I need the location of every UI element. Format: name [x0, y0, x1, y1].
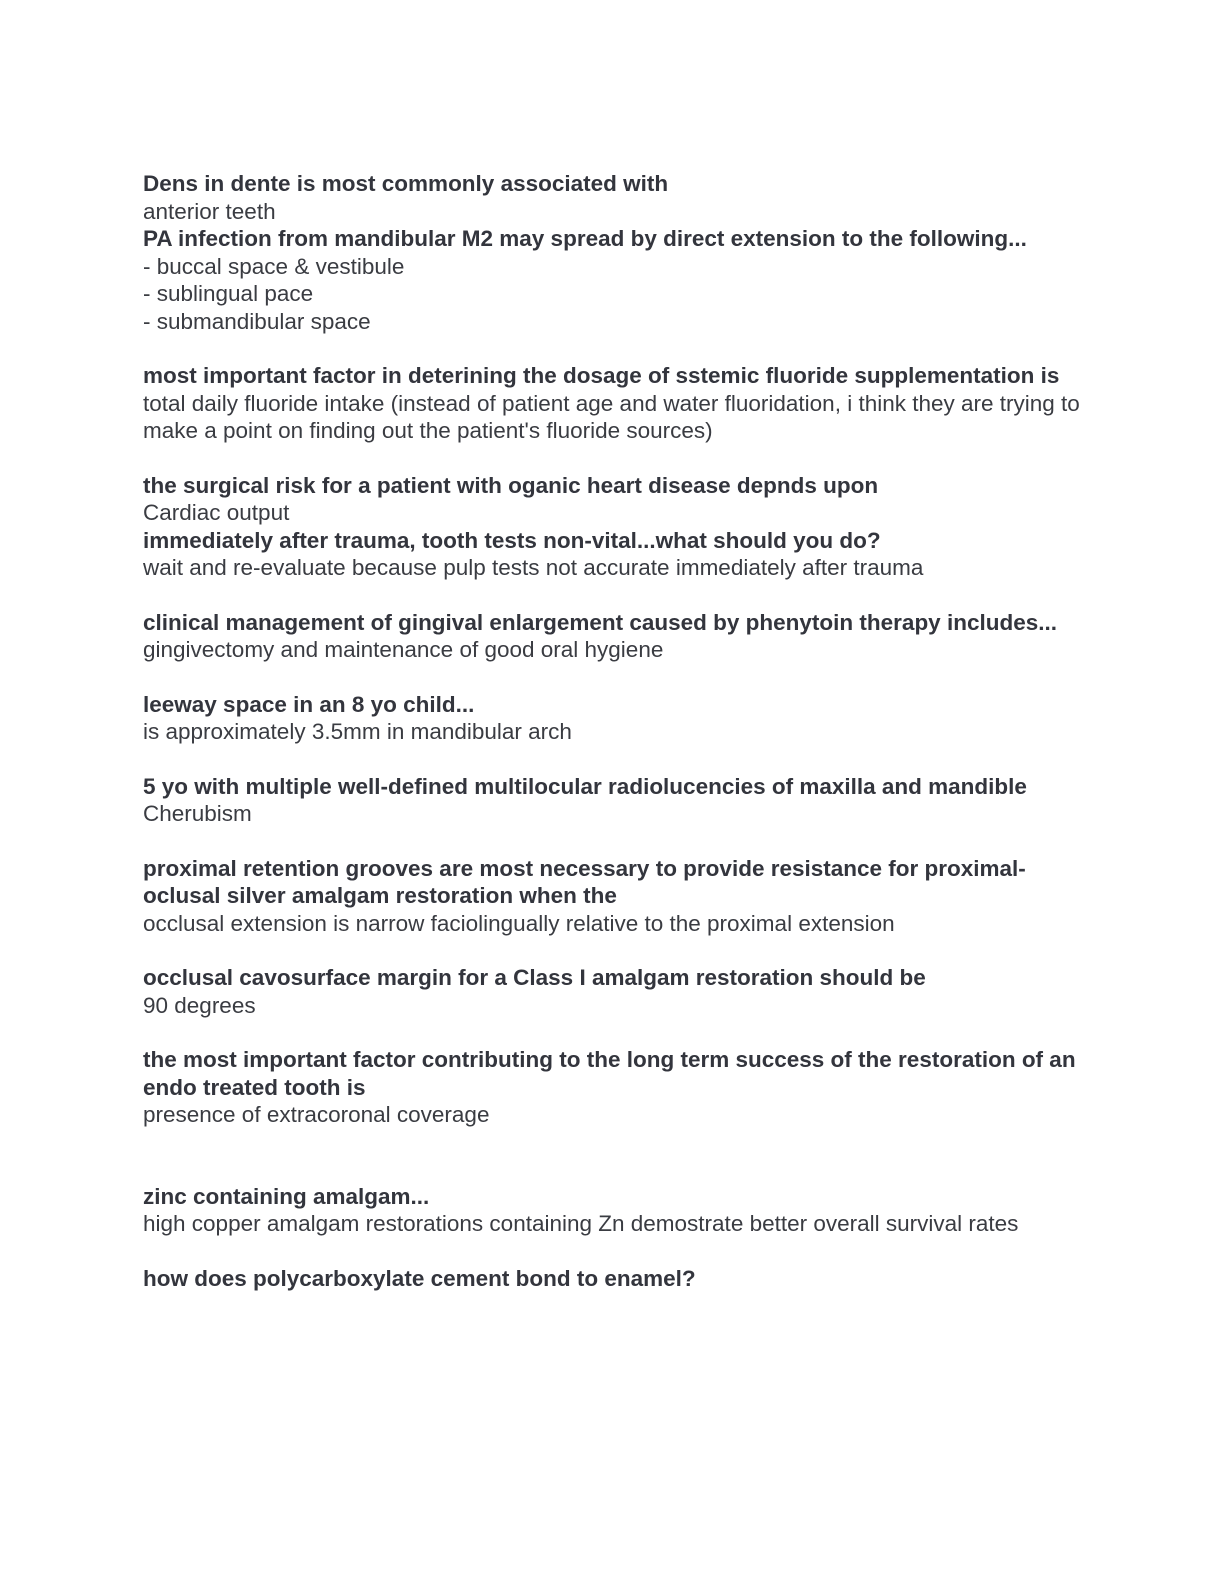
spacer — [143, 445, 1083, 472]
spacer — [143, 1238, 1083, 1265]
question-text: 5 yo with multiple well-defined multilocular radiolucencies of maxilla and mandible — [143, 773, 1027, 799]
flashcard — [143, 362, 1083, 445]
answer-text: - buccal space & vestibule — [143, 253, 405, 279]
answer-text: 90 degrees — [143, 992, 256, 1018]
document-page — [143, 170, 1083, 1292]
flashcard — [143, 170, 1083, 225]
flashcard — [143, 472, 1083, 527]
flashcard — [143, 527, 1083, 582]
answer-text: total daily fluoride intake (instead of patient age and water fluoridation, i think they are trying to make a point on finding out the patient's fluoride sources) — [143, 390, 1080, 443]
flashcard — [143, 1046, 1083, 1129]
question-text: Dens in dente is most commonly associated with — [143, 171, 669, 196]
question-text: the most important factor contributing to the long term success of the restoration of an endo treated tooth is — [143, 1047, 1076, 1100]
spacer — [143, 1019, 1083, 1046]
answer-text: - submandibular space — [143, 308, 371, 334]
spacer — [143, 746, 1083, 773]
answer-text: - sublingual pace — [143, 281, 314, 306]
question-text: the surgical risk for a patient with oganic heart disease depnds upon — [143, 472, 879, 498]
answer-text: occlusal extension is narrow faciolingually relative to the proximal extension — [143, 910, 895, 936]
spacer — [143, 664, 1083, 691]
answer-text: gingivectomy and maintenance of good oral hygiene — [143, 637, 664, 662]
flashcard — [143, 609, 1083, 664]
question-text: how does polycarboxylate cement bond to enamel? — [143, 1265, 696, 1291]
question-text: leeway space in an 8 yo child... — [143, 691, 475, 717]
question-text: zinc containing amalgam... — [143, 1183, 430, 1209]
spacer — [143, 1129, 1083, 1183]
flashcard — [143, 225, 1083, 335]
spacer — [143, 828, 1083, 855]
flashcard — [143, 1265, 1083, 1293]
question-text: most important factor in deterining the dosage of sstemic fluoride supplementation is — [143, 363, 1060, 388]
answer-text: wait and re-evaluate because pulp tests not accurate immediately after trauma — [143, 555, 924, 580]
flashcard — [143, 855, 1083, 938]
flashcard — [143, 964, 1083, 1019]
answer-text: anterior teeth — [143, 198, 276, 224]
flashcard — [143, 691, 1083, 746]
answer-text: Cherubism — [143, 801, 252, 826]
answer-text: high copper amalgam restorations containing Zn demostrate better overall survival rates — [143, 1211, 1019, 1236]
question-text: immediately after trauma, tooth tests non-vital...what should you do? — [143, 527, 881, 553]
answer-text: presence of extracoronal coverage — [143, 1102, 490, 1127]
question-text: clinical management of gingival enlargement caused by phenytoin therapy includes... — [143, 609, 1057, 635]
spacer — [143, 335, 1083, 362]
flashcard — [143, 1183, 1083, 1238]
spacer — [143, 937, 1083, 964]
question-text: proximal retention grooves are most necessary to provide resistance for proximal-oclusal silver amalgam restoration when the — [143, 855, 1026, 908]
question-text: occlusal cavosurface margin for a Class I amalgam restoration should be — [143, 965, 926, 990]
question-text: PA infection from mandibular M2 may spread by direct extension to the following... — [143, 226, 1027, 251]
answer-text: is approximately 3.5mm in mandibular arch — [143, 719, 572, 744]
flashcard — [143, 773, 1083, 828]
answer-text: Cardiac output — [143, 500, 290, 525]
spacer — [143, 582, 1083, 609]
